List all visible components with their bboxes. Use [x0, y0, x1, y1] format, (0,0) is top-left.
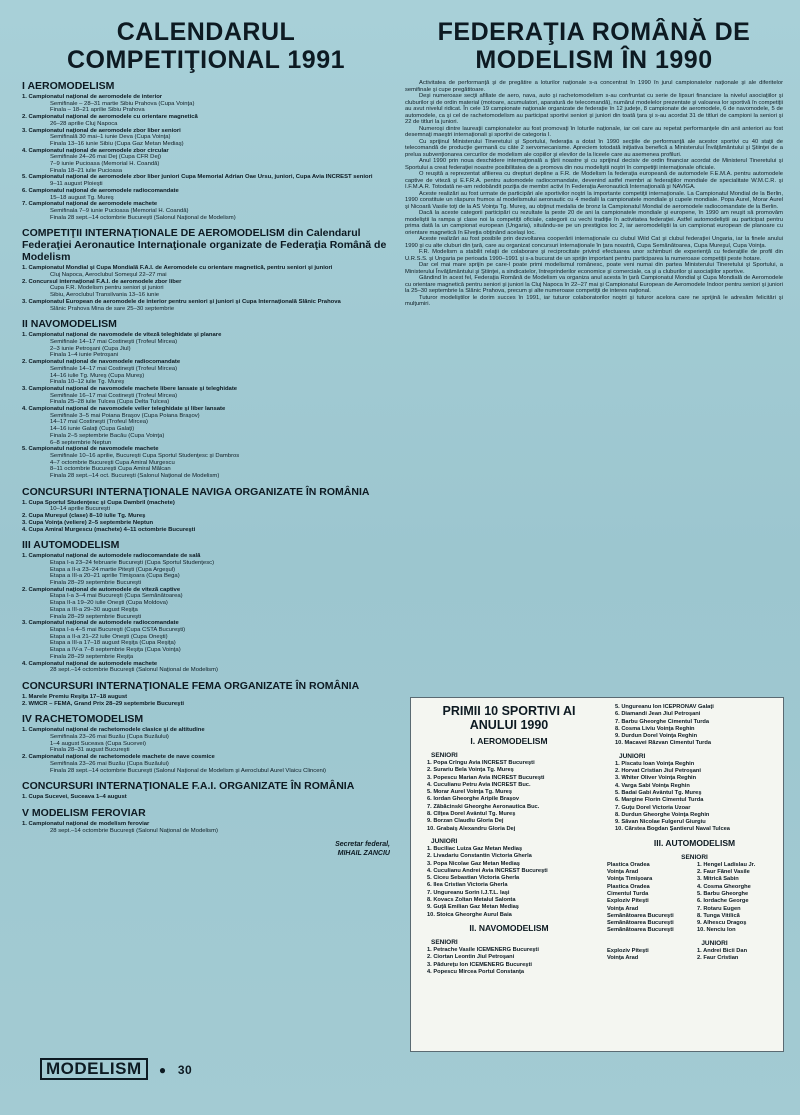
- calendar-section: [22, 807, 390, 834]
- calendar-entry: [22, 265, 390, 278]
- entry-detail: 26–28 aprilie Cluj Napoca: [50, 120, 118, 127]
- auto-row: [607, 927, 782, 934]
- article-paragraph: Tuturor modeliştilor le dorim succes în 1991, iar tuturor colaboratorilor noştri şi tuturor acelora care ne sprijină le adresăm felicitări şi mulţumiri.: [405, 294, 783, 307]
- calendar-sections: [22, 80, 390, 834]
- list-item: 4. Varga Sabi Voinţa Reghin: [615, 782, 690, 789]
- auto-row: [607, 884, 782, 891]
- driver-name: 7. Rotaru Eugen: [697, 905, 741, 912]
- list-item: 8. Cosma Liviu Voinţa Reghin: [615, 725, 695, 732]
- entry-detail: Finala 28–29 septembrie Bucureşti: [50, 580, 142, 587]
- list-item: 9. Durdun Dorel Voinţa Reghin: [615, 733, 698, 740]
- list-item: 2. Ciortan Leontin Jiul Petroşani: [427, 954, 515, 961]
- list-item: 10. Stoica Gheorghe Aurul Baia: [427, 911, 512, 918]
- article-paragraph: Cu sprijinul Ministerului Tineretului şi Sportului, federaţia a dotat în 1990 secţiile de performanţă ale acestor sportivi cu 40 staţii de telecomandă de producţie germană cu câte 2 servomecanisme. Apreciem totodată iniţiativa benefică a Ministerului Învăţământului şi Ştiinţei de a prelua subvenţionarea cercurilor de modelism ale copiilor şi elevilor de la liceele care au asemenea profiluri.: [405, 138, 783, 158]
- team-name: Exploziv Piteşti: [607, 947, 649, 954]
- entry-title: 1. Campionatul naţional de rachetomodele clasice şi de altitudine: [22, 727, 205, 734]
- list-item: 6. Margine Florin Cimentul Turda: [615, 797, 704, 804]
- list-item: 9. Guţă Emilian Gaz Metan Mediaş: [427, 904, 519, 911]
- calendar-section: [22, 80, 390, 221]
- calendar-entry: [22, 128, 390, 148]
- calendar-entry: [22, 553, 390, 587]
- entry-title: 2. Campionatul naţional de rachetomodele machete de nave cosmice: [22, 754, 215, 761]
- entry-detail: 28 sept.–14 octombrie Bucureşti (Salonul Naţional de Modelism): [50, 827, 218, 834]
- list-item: 5. Ungureanu Ion ICEPRONAV Galaţi: [615, 704, 714, 710]
- auto-title: III. AUTOMODELISM: [653, 837, 736, 848]
- top10-title: [419, 704, 599, 732]
- list-item: 5. Ciceu Sebastian Victoria Gherla: [427, 875, 520, 882]
- federation-title: [405, 18, 783, 74]
- entry-title: 4. Campionatul naţional de aeromodele zbor circular: [22, 147, 169, 154]
- list-item: 1. Piscatu Ioan Voinţa Reghin: [615, 760, 695, 767]
- list-item: 2. Horvat Cristian Jiul Petroşani: [615, 768, 701, 775]
- entry-detail: Semifinale – 28–31 martie Sibiu Prahova (Cupa Voinţa): [50, 100, 195, 107]
- signature-role: Secretar federal,: [335, 841, 390, 849]
- calendar-title: [22, 18, 390, 74]
- calendar-entry: [22, 188, 390, 201]
- auto-seniori-list: [607, 862, 782, 935]
- entry-detail: Finala 28–31 august Bucureşti: [50, 747, 130, 754]
- entry-detail: 2–3 iunie Petroşani (Cupa Jiul): [50, 345, 131, 352]
- list-item: 2. Surariu Bela Voinţa Tg. Mureş: [427, 767, 514, 774]
- entry-title: 3. Campionatul naţional de automodele radiocomandate: [22, 620, 179, 627]
- calendar-entry: [22, 587, 390, 621]
- entry-title: 2. Cupa Mureşul (clase) 8–10 iulie Tg. Mureş: [22, 513, 146, 520]
- entry-detail: Finala 1–4 iunie Petroşani: [50, 352, 119, 359]
- calendar-section: [22, 680, 390, 707]
- entry-detail: Etapa I-a 4–5 mai Bucureşti (Cupa CSTA Bucureşti): [50, 627, 186, 633]
- calendar-entry: [22, 94, 390, 114]
- nava-seniori-label: SENIORI: [431, 938, 458, 946]
- team-name: Plastica Oradea: [607, 861, 650, 868]
- entry-detail: 14–16 iulie Tg. Mureş (Cupa Mureş): [50, 372, 145, 379]
- section-title: V MODELISM FEROVIAR: [22, 806, 146, 819]
- entry-title: 1. Campionatul Mondial şi Cupa Mondială F.A.I. de Aeromodele cu orientare magnetică, pentru seniori şi juniori: [22, 265, 333, 272]
- entry-detail: Finala 28 sept.–14 octombrie Bucureşti (Salonul Naţional de Modelism şi Aeroclubul Aurel Vlaicu Clinceni): [50, 767, 327, 774]
- team-name: Voinţa Timişoara: [607, 876, 653, 883]
- entry-detail: Semifinala 23–26 mai Buzău (Cupa Buzăului): [50, 734, 169, 741]
- list-item: 8. Kovacs Zoltan Metalul Salonta: [427, 897, 516, 904]
- calendar-section: [22, 780, 390, 801]
- entry-title: 2. Campionatul naţional de aeromodele cu orientare magnetică: [22, 114, 198, 121]
- entry-detail: Sibiu, Aeroclubul Transilvania 13–16 iunie: [50, 292, 160, 299]
- entry-detail: Semifinala 23–26 mai Buzău (Cupa Buzăului): [50, 760, 169, 767]
- section-title: CONCURSURI INTERNAŢIONALE FEMA ORGANIZATE ÎN ROMÂNIA: [22, 679, 360, 692]
- page-number: 30: [177, 1063, 193, 1077]
- calendar-entry: [22, 520, 390, 527]
- list-item: 4. Cuculianu Petru Avia INCREST Buc.: [427, 781, 531, 788]
- list-item: 10. Macavei Răzvan Cimentul Turda: [615, 740, 711, 747]
- team-name: Semănătoarea Bucureşti: [607, 920, 674, 927]
- list-item: 10. Cărstea Bogdan Şantierul Naval Tulcea: [615, 826, 730, 833]
- entry-detail: 10–14 aprilie Bucureşti: [50, 506, 110, 513]
- entry-detail: Finala 28–29 septembrie Reşiţa: [50, 653, 134, 660]
- calendar-entry: [22, 513, 390, 520]
- entry-title: 4. Cupa Amiral Murgescu (machete) 4–11 octombrie Bucureşti: [22, 526, 196, 533]
- auto-juniori-list: [607, 948, 782, 963]
- entry-detail: 4–7 octombrie Bucureşti Cupa Amiral Murgescu: [50, 459, 175, 466]
- list-item: 8. Cîlţea Dorel Avântul Tg. Mureş: [427, 811, 516, 818]
- calendar-entry: [22, 359, 390, 386]
- entry-title: 5. Campionatul naţional de aeromodele zbor liber juniori Cupa Memorial Adrian Oae Ursu, juniori, Cupa Avia INCREST seniori: [22, 174, 373, 181]
- federation-column: [405, 18, 783, 690]
- nava-title: II. NAVOMODELISM: [469, 922, 549, 933]
- article-paragraph: Numeroşi dintre laureaţii campionatelor au fost promovaţi în loturile naţionale, iar cei care au repetat performanţele din anii anteriori au fost desemnaţi maeştri internaţionali şi sportivi de categoria I.: [405, 125, 783, 138]
- calendar-section: [22, 486, 390, 534]
- entry-detail: Finala 28 sept.–14 oct. Bucureşti (Salonul Naţional de Modelism): [50, 473, 220, 480]
- auto-seniori-label: SENIORI: [681, 853, 708, 861]
- calendar-entry: [22, 446, 390, 480]
- entry-title: 3. Campionatul naţional de navomodele machete libere lansate şi teleghidate: [22, 385, 238, 392]
- auto-row: [607, 955, 782, 962]
- page-number-dot: ●: [158, 1063, 167, 1077]
- driver-name: 6. Iordache George: [697, 898, 749, 905]
- article-paragraph: Aceste realizări au fost posibile prin dezvoltarea cooperării internaţionale cu clubul Wild Cat şi clubul federaţiei Ungaria, iar la finele anului 1990 şi cu alte cluburi din ţară, care au organizat concursuri internaţionale în ţara noastră, Cupa Semănătoarea, Cupa Mureşul, Cupa Voinţa.: [405, 236, 783, 249]
- article-paragraph: Deşi numeroase secţii afiliate de aero, nava, auto şi rachetomodelism s-au confruntat cu serie de lipsuri financiare la nivelul asociaţiilor şi cluburilor şi de ordin material (motoare, acumulatori, aparatură de telecomandă), numărul modelelor prezentate şi valoarea lor sportivă în competiţii au avut nivelul ridicat. În cele 19 campionate naţionale organizate de federaţie în 12 judeţe, 8 campionate de aeromodele, 6 de navomodele, 5 de automodele, ca şi cel de rachetomodelism au participat sportivi seniori şi juniori din toată ţara şi s-au acordat 31 de titluri de campioni la seniori şi 22 de titluri la juniori.: [405, 93, 783, 125]
- list-item: 3. Popa Nicolae Gaz Metan Mediaş: [427, 860, 520, 867]
- article-paragraph: Dar cel mai mare sprijin pe care-l poate primi modelismul românesc, poate veni numai din partea Ministerului Tineretului şi Sportului, a Ministerului Învăţământului şi Ştiinţei, a sindicatelor, întreprinderilor economice şi comerciale, ca şi a cluburilor şi asociaţiilor sportive.: [405, 262, 783, 275]
- list-item: 7. Barbu Gheorghe Cimentul Turda: [615, 718, 710, 725]
- top10-left: [419, 704, 599, 976]
- calendar-entry: [22, 114, 390, 127]
- entry-title: 3. Campionatul naţional de aeromodele zbor liber seniori: [22, 127, 181, 134]
- aero-title: I. AEROMODELISM: [470, 736, 548, 746]
- aero-seniori-list: [419, 760, 599, 833]
- nava-seniori-list: [419, 947, 599, 976]
- calendar-entry: [22, 148, 390, 175]
- list-item: 1. Popa Crîngu Avia INCREST Bucureşti: [427, 760, 535, 766]
- calendar-entry: [22, 794, 390, 801]
- calendar-title-line2: COMPETIŢIONAL 1991: [66, 46, 346, 74]
- entry-title: 2. WMCR – FEMA, Grand Prix 28–29 septembrie Bucureşti: [22, 700, 185, 707]
- team-name: Semănătoarea Bucureşti: [607, 927, 674, 934]
- entry-detail: Finala – 18–21 aprilie Sibiu Prahova: [50, 107, 145, 114]
- entry-detail: 14–17 mai Costineşti (Trofeul Mircea): [50, 419, 148, 426]
- entry-detail: Finala 13–16 iunie Sibiu (Cupa Gaz Metan Mediaş): [50, 140, 184, 147]
- driver-name: 3. Mitrică Sabin: [697, 876, 739, 883]
- entry-detail: Etapa a II-a 23–24 martie Piteşti (Cupa Argeşul): [50, 566, 176, 573]
- entry-detail: 14–16 iunie Galaţi (Cupa Galaţi): [50, 426, 135, 433]
- team-name: Voinţa Arad: [607, 905, 639, 912]
- entry-detail: Semifinale 14–17 mai Costineşti (Trofeul Mircea): [50, 365, 178, 372]
- entry-detail: 28 sept.–14 octombrie Bucureşti (Salonul Naţional de Modelism): [50, 667, 218, 674]
- calendar-section: [22, 713, 390, 774]
- entry-detail: Cupa F.R. Modelism pentru seniori şi juniori: [50, 285, 164, 292]
- entry-title: 6. Campionatul naţional de aeromodele radiocomandate: [22, 187, 179, 194]
- entry-detail: Etapa a III-a 20–21 aprilie Timişoara (Cupa Bega): [50, 573, 180, 580]
- nava-juniori-label: JUNIORI: [619, 752, 646, 760]
- signature-name: MIHAIL ZANCIU: [337, 850, 390, 858]
- driver-name: 4. Cosma Gheorghe: [697, 883, 751, 890]
- section-title: I AEROMODELISM: [22, 80, 115, 92]
- auto-row: [607, 913, 782, 920]
- entry-detail: Semifinale 14–17 mai Costineşti (Trofeul Mircea): [50, 338, 178, 345]
- nava-juniori-list: [607, 761, 782, 834]
- auto-row: [607, 906, 782, 913]
- list-item: 7. Guţu Dorel Victoria Uzoar: [615, 804, 691, 811]
- driver-name: 8. Tunga Vitilică: [697, 912, 740, 919]
- calendar-entry: [22, 821, 390, 834]
- team-name: Plastica Oradea: [607, 883, 650, 890]
- list-item: 6. Ilea Cristian Victoria Gherla: [427, 882, 508, 889]
- top10-title-line2: ANULUI 1990: [469, 718, 549, 732]
- magazine-logo: MODELISM: [40, 1058, 148, 1080]
- entry-title: 1. Cupa Sportul Studenţesc şi Cupa Dambril (machete): [22, 499, 175, 506]
- list-item: 10. Grabaiş Alexandru Gloria Dej: [427, 825, 516, 832]
- list-item: 7. Zăbăcinski Gheorghe Aeronautica Buc.: [427, 803, 540, 810]
- calendar-entry: [22, 386, 390, 406]
- list-item: 9. Săvan Nicolae Fulgerul Giurgiu: [615, 819, 706, 826]
- team-name: Voinţa Arad: [607, 869, 639, 876]
- driver-name: 9. Alhescu Dragoş: [697, 920, 747, 927]
- team-name: Voinţa Arad: [607, 955, 639, 962]
- entry-detail: Etapa II-a 19–20 iulie Oneşti (Cupa Moldova): [50, 600, 168, 607]
- entry-detail: Etapa a III-a 29–30 august Reşiţa: [50, 606, 138, 613]
- driver-name: 1. Andrei Bicii Dan: [697, 947, 748, 954]
- entry-detail: 6–8 septembrie Neptun: [50, 439, 112, 446]
- signature: [22, 840, 390, 858]
- calendar-entry: [22, 527, 390, 534]
- entry-title: 2. Concursul internaţional F.A.I. de aeromodele zbor liber: [22, 278, 182, 285]
- nava-seniori-cont: [607, 704, 782, 748]
- entry-detail: Semifinale 10–16 aprilie, Bucureşti Cupa Sportul Studenţesc şi Dambros: [50, 452, 240, 459]
- list-item: 1. Buciliac Luiza Gaz Metan Mediaş: [427, 845, 523, 852]
- calendar-entry: [22, 279, 390, 299]
- list-item: 1. Petrache Vasile ICEMENERG Bucureşti: [427, 946, 539, 953]
- section-title: IV RACHETOMODELISM: [22, 713, 144, 726]
- aero-seniori-label: SENIORI: [431, 752, 458, 759]
- calendar-entry: [22, 299, 390, 312]
- auto-row: [607, 948, 782, 955]
- page-footer: [40, 1058, 192, 1080]
- calendar-section: [22, 539, 390, 674]
- aero-juniori-list: [419, 846, 599, 919]
- entry-title: 1. Cupa Sucevei, Suceava 1–4 august: [22, 794, 127, 801]
- entry-detail: Etapa a IV-a 7–8 septembrie Reşiţa (Cupa Voinţa): [50, 647, 181, 654]
- auto-juniori-label: JUNIORI: [701, 939, 728, 947]
- list-item: 5. Badai Gabi Avântul Tg. Mureş: [615, 789, 702, 796]
- calendar-column: [22, 18, 390, 1045]
- entry-detail: Semifinale 3–5 mai Poiana Braşov (Cupa Poiana Braşov): [50, 412, 200, 419]
- top10-title-line1: PRIMII 10 SPORTIVI AI: [442, 704, 576, 718]
- entry-detail: 7–9 iunie Pucioasa (Memorial H. Coandă): [50, 161, 160, 168]
- calendar-section: [22, 318, 390, 479]
- entry-detail: Finala 28 sept.–14 octombrie Bucureşti (Salonul Naţional de Modelism): [50, 214, 236, 221]
- calendar-entry: [22, 332, 390, 359]
- driver-name: 2. Faur Fănel Vasile: [697, 869, 750, 876]
- entry-detail: Etapa a III-a 17–18 august Reşiţa (Cupa Reşiţa): [50, 640, 176, 647]
- top10-box: [410, 697, 784, 1052]
- entry-detail: 9–11 august Ploieşti: [50, 181, 103, 188]
- entry-detail: Finala 25–28 iulie Tulcea (Cupa Delta Tulcea): [50, 399, 170, 406]
- entry-title: 1. Campionatul naţional de modelism feroviar: [22, 820, 150, 827]
- list-item: 6. Diamandi Jean Jiul Petroşani: [615, 711, 701, 718]
- article-paragraph: Aceste realizări au fost urmate de participări ale sportivilor noştri la importante competiţii internaţionale. La Campionatul Mondial de la Berlin, 1990 constituie un răspuns frumos al modelismului aeronautic cu 4 medalii la campionatele mondiale şi cupele mondiale. Popa Aurel, Morar Aurel şi Nicoară Vasile toţi de la AS Voinţa Tg. Mureş, au obţinut medalia de bronz la Campionatul Mondial de aeromodele radiocomandate de la Berlin.: [405, 190, 783, 210]
- calendar-entry: [22, 201, 390, 221]
- list-item: 3. Whiter Oliver Voinţa Reghin: [615, 775, 697, 782]
- list-item: 9. Borzan Claudiu Gloria Dej: [427, 818, 504, 825]
- entry-detail: 8–11 octombrie Bucureşti Cupa Amiral Mălcan: [50, 466, 171, 473]
- calendar-entry: [22, 174, 390, 187]
- aero-juniori-label: JUNIORI: [431, 837, 458, 845]
- entry-detail: Semifinale 24–26 mai Dej (Cupa CFR Dej): [50, 154, 161, 161]
- calendar-entry: [22, 701, 390, 708]
- entry-title: 3. Campionatul European de aeromodele de interior pentru seniori şi juniori şi Cupa Internaţională Slănic Prahova: [22, 298, 341, 305]
- auto-row: [607, 862, 782, 869]
- list-item: 4. Cuculianu Andrei Avia INCREST Bucureşti: [427, 867, 548, 874]
- team-name: Semănătoarea Bucureşti: [607, 912, 674, 919]
- list-item: 7. Ungureanu Sorin I.J.T.L. Iaşi: [427, 889, 510, 896]
- auto-row: [607, 876, 782, 883]
- article-paragraph: Anul 1990 prin noua deschidere internaţională a ţării noastre şi cu sprijinul decisiv de ordin financiar acordat de Ministerul Tineretului şi Sportului a creat federaţiei noastre posibilitatea de a promova din nou modeliştii noştri în competiţii internaţionale oficiale.: [405, 158, 783, 171]
- entry-detail: Finala 10–12 iulie Tg. Mureş: [50, 379, 125, 386]
- list-item: 8. Durdun Gheorghe Voinţa Reghin: [615, 811, 710, 818]
- entry-title: 7. Campionatul naţional de aeromodele machete: [22, 201, 158, 208]
- driver-name: 2. Faur Cristian: [697, 955, 739, 962]
- calendar-entry: [22, 694, 390, 701]
- federation-title-line2: MODELISM ÎN 1990: [475, 46, 713, 74]
- entry-detail: Etapa I-a 23–24 februarie Bucureşti (Cupa Sportul Studenţesc): [50, 559, 215, 566]
- section-title: COMPETIŢII INTERNAŢIONALE DE AEROMODELISM din Calendarul Federaţiei Aeronautice Internaţionale organizate de Federaţia Română de Modelism: [22, 227, 387, 264]
- entry-detail: Etapa I-a 3–4 mai Bucureşti (Cupa Semănătoarea): [50, 593, 183, 600]
- entry-detail: Finala 28–29 septembrie Bucureşti: [50, 613, 142, 620]
- auto-row: [607, 920, 782, 927]
- section-title: CONCURSURI INTERNAŢIONALE NAVIGA ORGANIZATE ÎN ROMÂNIA: [22, 485, 370, 498]
- top10-right: [607, 704, 782, 962]
- entry-title: 1. Marele Premiu Reşiţa 17–18 august: [22, 693, 128, 700]
- article-paragraph: Gândind în acest fel, Federaţia Română de Modelism va organiza anul acesta în ţară Campionatul Mondial şi Cupa Mondială de Aeromodele cu orientare magnetică pentru seniori şi juniori la Cluj Napoca în 22–27 mai şi Campionatul European de Aeromodele Indoor pentru seniori şi juniori la 25–30 septembrie la Slănic Prahova, precum şi alte numeroase competiţii de interes naţional.: [405, 275, 783, 294]
- list-item: 3. Popescu Marian Avia INCREST Bucureşti: [427, 774, 545, 781]
- entry-title: 5. Campionatul naţional de navomodele machete: [22, 446, 159, 453]
- federation-article: [405, 80, 783, 308]
- list-item: 6. Iordan Gheorghe Aripile Braşov: [427, 796, 520, 803]
- driver-name: 10. Nenciu Ion: [697, 927, 736, 934]
- entry-title: 3. Cupa Voinţa (veliere) 2–5 septembrie Neptun: [22, 519, 154, 526]
- entry-detail: Semifinale 16–17 mai Costineşti (Trofeul Mircea): [50, 392, 178, 399]
- entry-title: 4. Campionatul naţional de automodele machete: [22, 660, 158, 667]
- article-paragraph: Dacă la aceste categorii participări cu rezultate la peste 20 de ani la campionatele mondiale şi europene, în 1990 am reuşit să promovăm modeliştii la rampa şi clase noi la competiţii oficiale, categorii cu vechi tradiţie în activitatea federaţiei. Astfel automodeliştii au participat pentru prima dată la un campionat european (Ungaria), situându-se pe un prestigios loc 2, iar aeromodeliştii la un campionat european de planoare cu orientare magnetică în Elveţia obţinând acelaşi loc.: [405, 210, 783, 236]
- entry-detail: Finala 18–21 iulie Pucioasa: [50, 167, 123, 174]
- article-paragraph: F.R. Modelism a stabilit relaţii de colaborare şi reciprocitate privind efectuarea unor schimburi de experienţă cu federaţiile de profil din U.R.S.S. şi Ungaria pe perioada 1990–1991 şi s-a bucurat de un sprijin important pentru participarea la numeroase competiţii peste hotare.: [405, 249, 783, 262]
- auto-row: [607, 898, 782, 905]
- list-item: 5. Morar Aurel Voinţa Tg. Mureş: [427, 789, 513, 796]
- entry-detail: Finala 2–5 septembrie Bacău (Cupa Voinţa): [50, 432, 165, 439]
- calendar-entry: [22, 754, 390, 774]
- entry-title: 4. Campionatul naţional de navomodele velier teleghidate şi liber lansate: [22, 406, 226, 413]
- calendar-entry: [22, 620, 390, 660]
- team-name: Exploziv Piteşti: [607, 898, 649, 905]
- section-title: II NAVOMODELISM: [22, 318, 117, 331]
- calendar-title-line1: CALENDARUL: [116, 18, 296, 46]
- list-item: 4. Popescu Mircea Portul Constanţa: [427, 968, 525, 975]
- entry-detail: Semifinala 7–9 iunie Pucioasa (Memorial H. Coandă): [50, 207, 189, 214]
- list-item: 2. Livadariu Constantin Victoria Gherla: [427, 853, 532, 860]
- entry-detail: Slănic Prahova Mina de sare 25–30 septembrie: [50, 305, 175, 312]
- calendar-entry: [22, 661, 390, 674]
- calendar-section: [22, 227, 390, 312]
- entry-title: 1. Campionatul naţional de aeromodele de interior: [22, 94, 163, 100]
- entry-title: 1. Campionatul naţional de automodele radiocomandate de sală: [22, 553, 201, 560]
- auto-row: [607, 891, 782, 898]
- driver-name: 1. Hengel Ladislau Jr.: [697, 861, 756, 868]
- entry-detail: Semifinală 30 mai–1 iunie Deva (Cupa Voinţa): [50, 134, 171, 141]
- calendar-entry: [22, 727, 390, 754]
- entry-detail: 1–4 august Suceava (Cupa Sucevei): [50, 740, 146, 747]
- entry-detail: 15–18 august Tg. Mureş: [50, 194, 114, 201]
- calendar-entry: [22, 500, 390, 513]
- section-title: III AUTOMODELISM: [22, 539, 120, 552]
- entry-title: 1. Campionatul naţional de navomodele de viteză teleghidate şi planare: [22, 332, 222, 339]
- article-paragraph: Activitatea de performanţă şi de pregătire a loturilor naţionale s-a concentrat în 1990 în jurul campionatelor naţionale şi ale diferitelor semifinale şi cupe pregătitoare.: [405, 80, 783, 93]
- driver-name: 5. Barbu Gheorghe: [697, 890, 749, 897]
- calendar-entry: [22, 406, 390, 446]
- federation-title-line1: FEDERAŢIA ROMÂNĂ DE: [437, 18, 751, 46]
- article-paragraph: O reuşită a reprezentat afilierea cu drepturi depline a F.R. de Modelism la federaţia europeană de automodele F.E.M.A. pentru automodele captive de viteză şi E.F.R.A. pentru automodele radiocomandate, devenind astfel membri ai federaţiilor mondiale de specialitate W.M.C.R. şi I.F.M.A.R. Totodată ne-am redobândit poziţia de membri activi în Federaţia Aeronautică Internaţională şi NAVIGA.: [405, 171, 783, 190]
- entry-detail: Etapa a II-a 21–22 iulie Oneşti (Cupa Oneşti): [50, 633, 168, 640]
- team-name: Cimentul Turda: [607, 890, 649, 897]
- entry-title: 2. Campionatul naţional de automodele de viteză captive: [22, 586, 181, 593]
- auto-row: [607, 869, 782, 876]
- section-title: CONCURSURI INTERNAŢIONALE F.A.I. ORGANIZATE ÎN ROMÂNIA: [22, 780, 355, 793]
- entry-title: 2. Campionatul naţional de navomodele radiocomandate: [22, 359, 181, 366]
- list-item: 3. Pădureţu Ion ICEMENERG Bucureşti: [427, 961, 532, 968]
- entry-detail: Cluj Napoca, Aeroclubul Someşul 22–27 mai: [50, 272, 167, 279]
